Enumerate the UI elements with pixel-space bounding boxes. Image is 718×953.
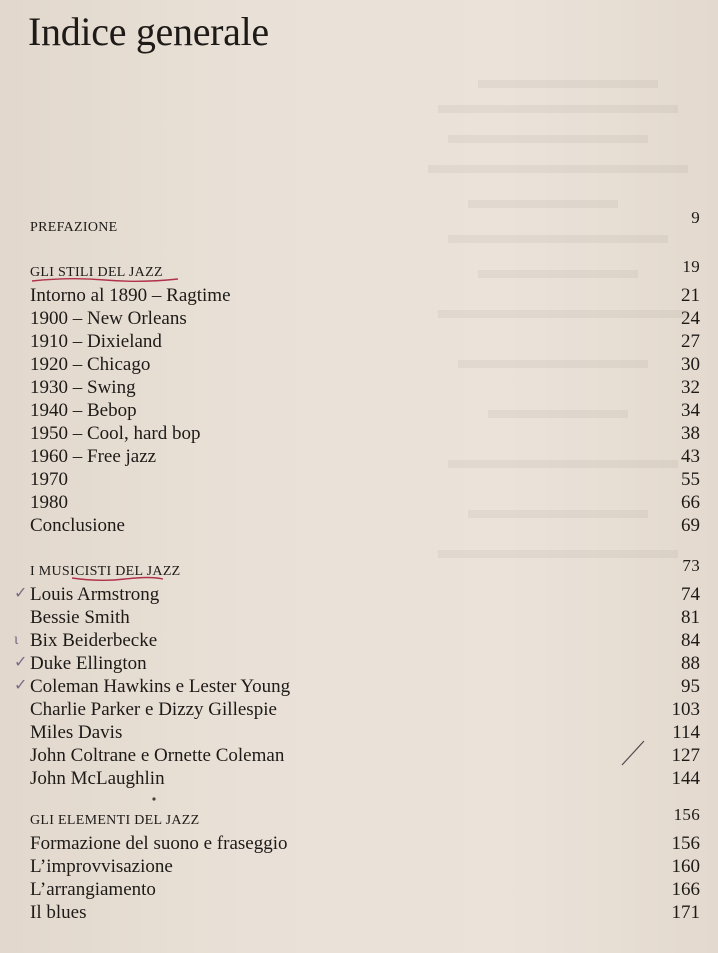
toc-entry <box>30 721 700 744</box>
entry-title: L’arrangiamento <box>30 879 156 900</box>
toc-entry <box>14 675 700 698</box>
entry-page-number: 166 <box>671 879 700 900</box>
section-page-number: 9 <box>691 208 700 227</box>
entry-page-number: 95 <box>681 676 700 697</box>
entry-page-number: 66 <box>681 492 700 513</box>
section-heading: PREFAZIONE <box>30 220 118 235</box>
section-page-number: 19 <box>682 257 700 276</box>
pen-tick-mark: ✓ <box>14 677 28 694</box>
toc-entry <box>30 330 700 353</box>
toc-entry <box>14 583 700 606</box>
section-musicisti <box>14 556 700 790</box>
toc-entry <box>30 307 700 330</box>
toc-entry <box>30 399 700 422</box>
entry-title: Bessie Smith <box>30 607 130 628</box>
toc-entry <box>30 284 700 307</box>
toc-entry <box>30 514 700 537</box>
entry-title: Louis Armstrong <box>30 584 160 605</box>
section-stili <box>30 257 700 537</box>
toc-entry <box>30 901 700 924</box>
toc-entry <box>30 468 700 491</box>
pen-tick-mark: ι <box>14 631 19 648</box>
toc-entry <box>30 422 700 445</box>
toc-entry <box>30 744 700 767</box>
section-page-number: 73 <box>682 556 700 575</box>
section-heading-row <box>30 208 700 239</box>
entry-title: Coleman Hawkins e Lester Young <box>30 676 291 697</box>
pen-tick-mark: ✓ <box>14 654 28 671</box>
entry-title: 1960 – Free jazz <box>30 446 157 467</box>
entry-page-number: 156 <box>671 833 700 854</box>
entry-title: 1980 <box>30 492 68 513</box>
toc-entry <box>30 878 700 901</box>
toc-entry <box>30 353 700 376</box>
pen-stroke-mark <box>618 738 648 768</box>
entry-title: L’improvvisazione <box>30 856 173 877</box>
entry-page-number: 114 <box>672 722 700 743</box>
toc-entry <box>30 445 700 468</box>
pen-tick-mark: ✓ <box>14 585 28 602</box>
section-page-number: 156 <box>673 805 700 824</box>
entry-title: John Coltrane e Ornette Coleman <box>30 745 285 766</box>
entry-page-number: 103 <box>671 699 700 720</box>
entry-title: Conclusione <box>30 515 125 536</box>
section-heading-row <box>30 257 700 284</box>
pen-dot-mark <box>150 795 158 803</box>
entry-title: 1950 – Cool, hard bop <box>30 423 201 444</box>
entry-title: 1920 – Chicago <box>30 354 151 375</box>
toc-entry <box>30 698 700 721</box>
entry-page-number: 144 <box>671 768 700 789</box>
entry-title: 1970 <box>30 469 68 490</box>
entry-page-number: 69 <box>681 515 700 536</box>
section-heading: I MUSICISTI DEL JAZZ <box>30 564 181 579</box>
entry-page-number: 84 <box>681 630 700 651</box>
section-heading: GLI STILI DEL JAZZ <box>30 265 163 280</box>
entry-page-number: 160 <box>671 856 700 877</box>
toc-entry <box>30 855 700 878</box>
section-elementi <box>30 805 700 924</box>
entry-title: Charlie Parker e Dizzy Gillespie <box>30 699 277 720</box>
entry-page-number: 74 <box>681 584 700 605</box>
entry-title: 1930 – Swing <box>30 377 136 398</box>
entry-page-number: 30 <box>681 354 700 375</box>
entry-title: Il blues <box>30 902 87 923</box>
entry-page-number: 55 <box>681 469 700 490</box>
section-heading: GLI ELEMENTI DEL JAZZ <box>30 813 200 828</box>
section-heading-row <box>30 805 700 832</box>
entry-page-number: 81 <box>681 607 700 628</box>
entry-page-number: 32 <box>681 377 700 398</box>
entry-title: Bix Beiderbecke <box>30 630 158 651</box>
toc-entry <box>30 767 700 790</box>
section-prefazione <box>30 208 700 239</box>
entry-page-number: 88 <box>681 653 700 674</box>
toc-entry <box>30 832 700 855</box>
entry-page-number: 43 <box>681 446 700 467</box>
entry-page-number: 24 <box>681 308 700 329</box>
entry-title: Intorno al 1890 – Ragtime <box>30 285 231 306</box>
entry-page-number: 34 <box>681 400 700 421</box>
entry-page-number: 171 <box>671 902 700 923</box>
entry-title: Duke Ellington <box>30 653 147 674</box>
entry-title: Formazione del suono e fraseggio <box>30 833 288 854</box>
pen-underline-mark <box>30 276 180 284</box>
toc-entry <box>30 491 700 514</box>
toc-entry <box>30 606 700 629</box>
entry-page-number: 27 <box>681 331 700 352</box>
page-title: Indice generale <box>28 9 269 54</box>
toc-entry <box>30 376 700 399</box>
entry-title: Miles Davis <box>30 722 123 743</box>
entry-title: 1940 – Bebop <box>30 400 137 421</box>
entry-title: John McLaughlin <box>30 768 165 789</box>
entry-page-number: 38 <box>681 423 700 444</box>
toc-entry <box>14 629 700 652</box>
entry-title: 1900 – New Orleans <box>30 308 187 329</box>
entry-page-number: 21 <box>681 285 700 306</box>
entry-page-number: 127 <box>671 745 700 766</box>
entry-title: 1910 – Dixieland <box>30 331 162 352</box>
pen-underline-mark <box>70 575 165 583</box>
toc-entry <box>14 652 700 675</box>
section-heading-row <box>30 556 700 583</box>
